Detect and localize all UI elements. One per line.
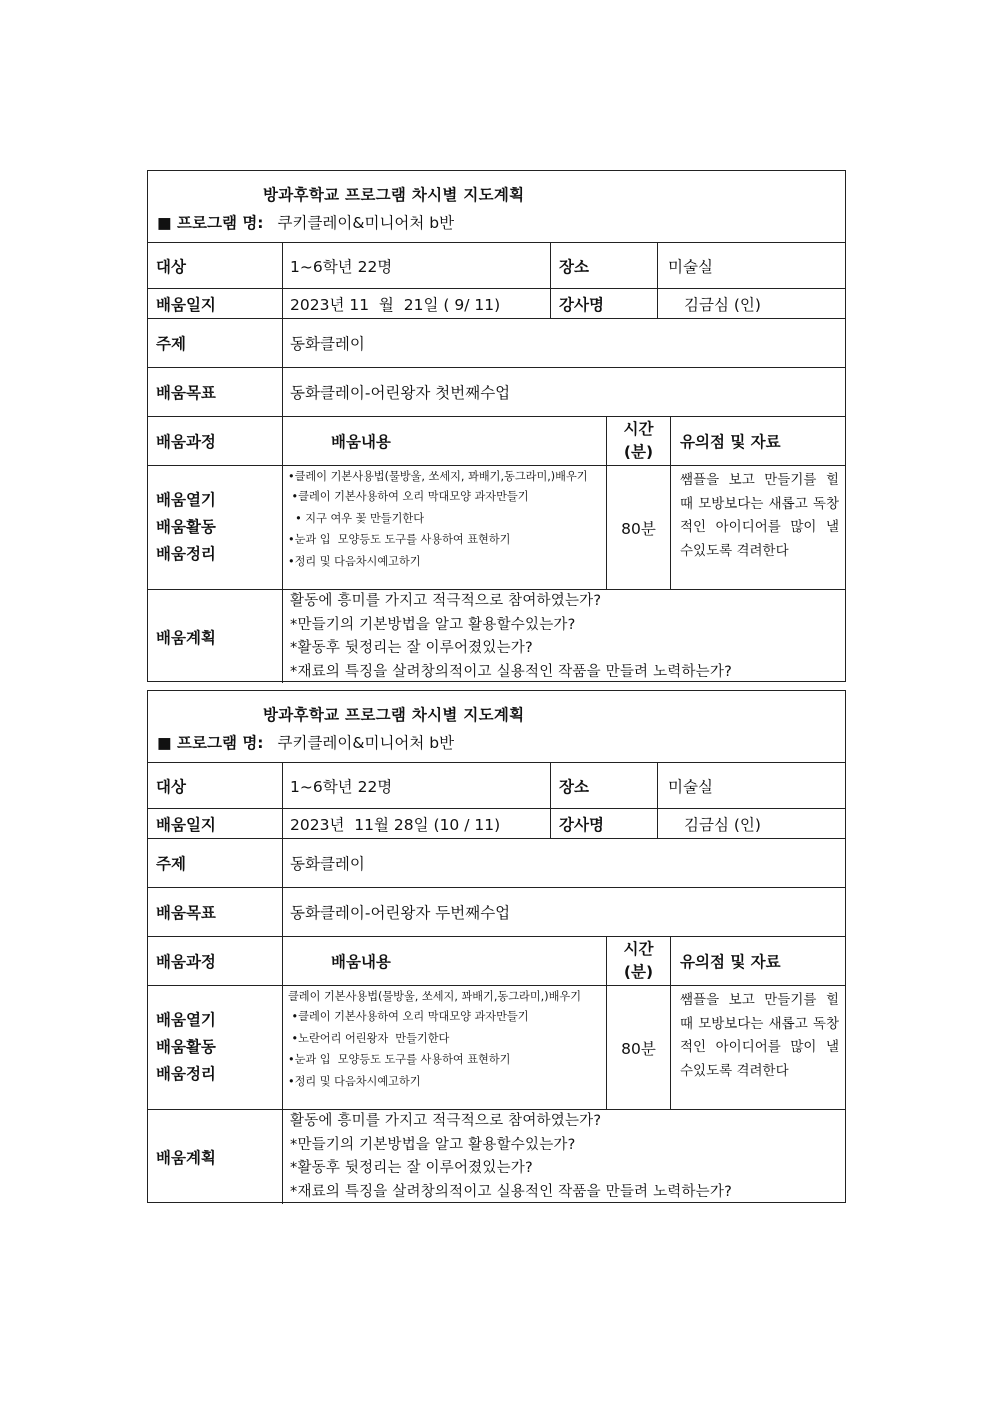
evaluation-list <box>282 1110 847 1204</box>
stage-closing: 배움정리 <box>156 545 216 563</box>
evaluation-item: 활동에 흥미를 가지고 적극적으로 참여하였는가? <box>290 1113 602 1129</box>
plan-header <box>148 691 845 763</box>
topic-value: 동화클레이 <box>282 839 847 887</box>
eval-label: 배움계획 <box>156 1149 216 1167</box>
evaluation-item: *활동후 뒷정리는 잘 이루어졌있는가? <box>290 1160 533 1176</box>
topic-row <box>148 319 845 368</box>
activity-item: •노란어리 어린왕자 만들기한다 <box>288 1031 450 1045</box>
program-label: ■ 프로그램 명: <box>157 214 264 232</box>
notes-value: 쌤플을 보고 만들기를 힐 때 모방보다는 새롭고 독창적인 아이디어를 많이 낼 수있도록 격려한다 <box>670 466 847 589</box>
goal-row <box>148 888 845 937</box>
content-label: 배움내용 <box>282 937 606 985</box>
goal-value: 동화클레이-어린왕자 두번째수업 <box>282 888 847 936</box>
program-name-line <box>157 211 454 233</box>
teacher-value: 김금심 (인) <box>657 809 847 838</box>
time-label-1: 시간 <box>623 940 654 958</box>
stage-closing: 배움정리 <box>156 1065 216 1083</box>
process-header-row <box>148 417 845 466</box>
activity-item: •클레이 기본사용하여 오리 막대모양 과자만들기 <box>288 490 529 503</box>
date-value: 2023년 11 월 21일 ( 9/ 11) <box>282 289 550 318</box>
activity-item: •클레이 기본사용법(물방울, 쏘세지, 꽈배기,동그라미,)배우기 <box>288 470 588 483</box>
activity-item: •눈과 입 모양등도 도구를 사용하여 표현하기 <box>288 1053 511 1066</box>
notes-label: 유의점 및 자료 <box>670 937 847 985</box>
evaluation-row <box>148 590 845 683</box>
stage-activity: 배움활동 <box>156 518 216 536</box>
notes-value: 쌤플을 보고 만들기를 힐 때 모방보다는 새롭고 독창적인 아이디어를 많이 낼 수있도록 격려한다 <box>670 986 847 1109</box>
time-header <box>606 417 670 465</box>
stage-opening: 배움열기 <box>156 491 216 509</box>
topic-label: 주제 <box>156 335 186 353</box>
stage-labels <box>148 466 282 589</box>
process-label: 배움과정 <box>156 433 216 451</box>
evaluation-item: *만들기의 기본방법을 알고 활용할수있는가? <box>290 616 576 633</box>
program-name-line <box>157 731 454 753</box>
place-label: 장소 <box>550 243 657 288</box>
activity-item: •눈과 입 모양등도 도구를 사용하여 표현하기 <box>288 533 511 546</box>
goal-label: 배움목표 <box>156 384 216 402</box>
plan-header <box>148 171 845 243</box>
activity-item: •정리 및 다음차시예고하기 <box>288 554 421 568</box>
activity-item: • 지구 여우 꽃 만들기한다 <box>288 511 425 525</box>
evaluation-item: *재료의 특징을 살려창의적이고 실용적인 작품을 만들려 노력하는가? <box>290 663 732 680</box>
target-value: 1~6학년 22명 <box>282 243 550 288</box>
program-name: 쿠키클레이&미니어처 b반 <box>277 214 455 232</box>
place-value: 미술실 <box>657 243 847 288</box>
program-label: ■ 프로그램 명: <box>157 734 264 752</box>
notes-label: 유의점 및 자료 <box>670 417 847 465</box>
evaluation-item: *재료의 특징을 살려창의적이고 실용적인 작품을 만들려 노력하는가? <box>290 1183 732 1200</box>
target-row <box>148 763 845 809</box>
time-label-2: (분) <box>623 443 654 461</box>
topic-label: 주제 <box>156 855 186 873</box>
stage-activity: 배움활동 <box>156 1038 216 1056</box>
time-label-2: (분) <box>623 963 654 981</box>
target-label: 대상 <box>156 257 186 276</box>
goal-label: 배움목표 <box>156 904 216 922</box>
stage-opening: 배움열기 <box>156 1011 216 1029</box>
plan-title: 방과후학교 프로그램 차시별 지도계획 <box>263 706 525 724</box>
activity-item: 클레이 기본사용법(물방울, 쏘세지, 꽈배기,동그라미,)배우기 <box>288 990 581 1003</box>
topic-value: 동화클레이 <box>282 319 847 367</box>
process-header-row <box>148 937 845 986</box>
program-name: 쿠키클레이&미니어처 b반 <box>277 734 455 752</box>
date-label: 배움일지 <box>156 295 216 314</box>
target-value: 1~6학년 22명 <box>282 763 550 808</box>
topic-row <box>148 839 845 888</box>
teacher-label: 강사명 <box>550 289 657 318</box>
stage-labels <box>148 986 282 1109</box>
date-label: 배움일지 <box>156 815 216 834</box>
date-value: 2023년 11월 28일 (10 / 11) <box>282 809 550 838</box>
activity-item: •정리 및 다음차시예고하기 <box>288 1074 421 1088</box>
activity-row <box>148 986 845 1110</box>
evaluation-list <box>282 590 847 683</box>
place-value: 미술실 <box>657 763 847 808</box>
goal-row <box>148 368 845 417</box>
activity-row <box>148 466 845 590</box>
evaluation-item: *만들기의 기본방법을 알고 활용할수있는가? <box>290 1136 576 1153</box>
date-row <box>148 289 845 319</box>
plan-title: 방과후학교 프로그램 차시별 지도계획 <box>263 186 525 204</box>
place-label: 장소 <box>550 763 657 808</box>
process-label: 배움과정 <box>156 953 216 971</box>
target-row <box>148 243 845 289</box>
time-value: 80분 <box>606 466 670 589</box>
content-label: 배움내용 <box>282 417 606 465</box>
lesson-plan-1 <box>147 170 846 682</box>
goal-value: 동화클레이-어린왕자 첫번째수업 <box>282 368 847 416</box>
activity-list <box>282 466 606 589</box>
time-label-1: 시간 <box>623 420 654 438</box>
evaluation-row <box>148 1110 845 1204</box>
time-value: 80분 <box>606 986 670 1109</box>
date-row <box>148 809 845 839</box>
activity-item: •클레이 기본사용하여 오리 막대모양 과자만들기 <box>288 1010 529 1023</box>
eval-label: 배움계획 <box>156 628 216 647</box>
target-label: 대상 <box>156 777 186 796</box>
time-header <box>606 937 670 985</box>
lesson-plan-2 <box>147 690 846 1203</box>
activity-list <box>282 986 606 1109</box>
teacher-label: 강사명 <box>550 809 657 838</box>
evaluation-item: *활동후 뒷정리는 잘 이루어졌있는가? <box>290 640 533 656</box>
teacher-value: 김금심 (인) <box>657 289 847 318</box>
evaluation-item: 활동에 흥미를 가지고 적극적으로 참여하였는가? <box>290 593 602 609</box>
